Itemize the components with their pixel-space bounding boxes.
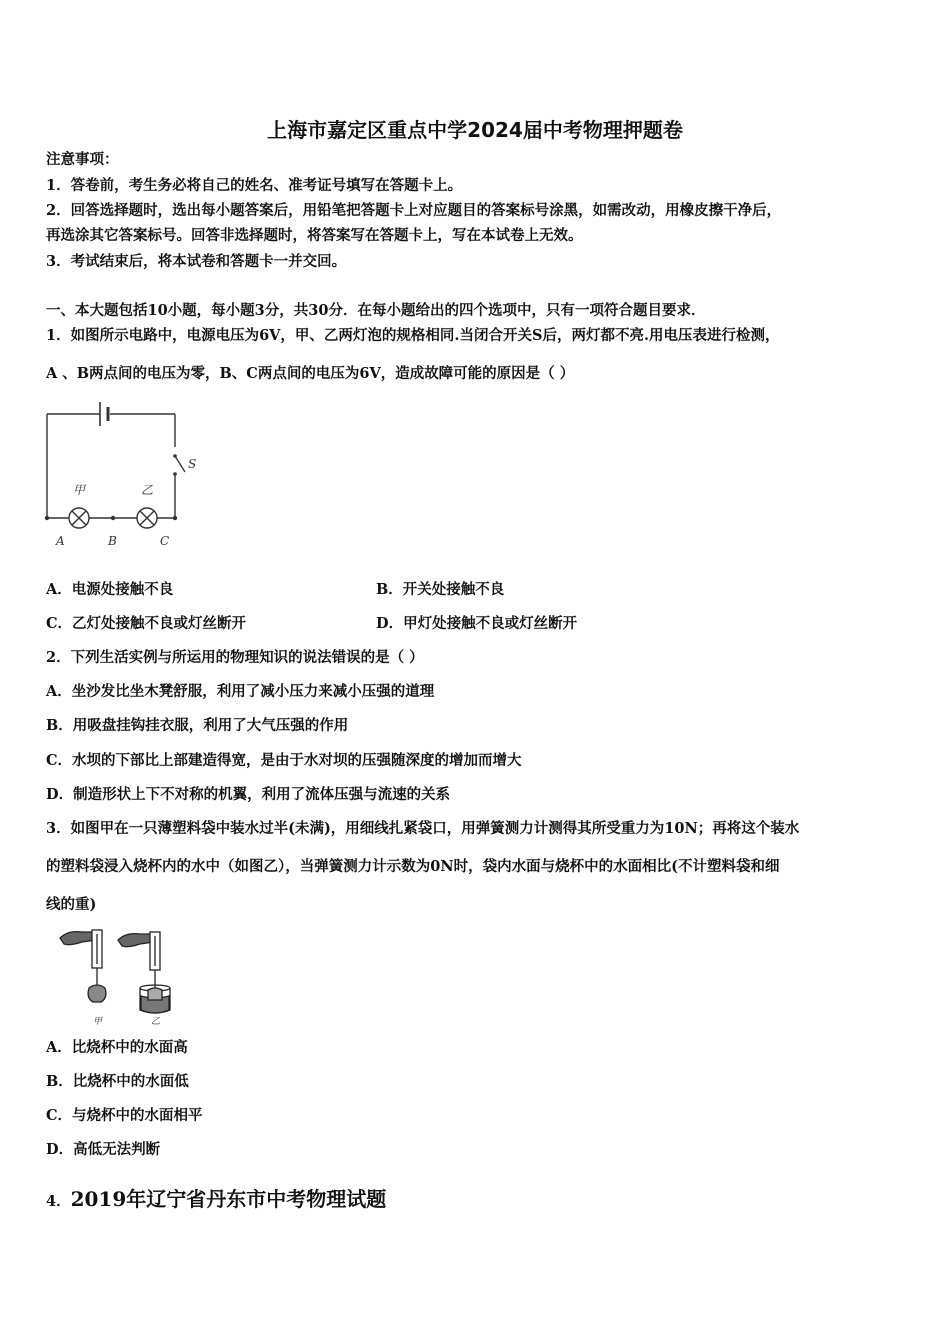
circuit-diagram [40,392,210,552]
water-bag-right [148,988,162,1000]
node-a [45,516,49,520]
q1-option-d: D．甲灯处接触不良或灯丝断开 [376,615,578,632]
q3-option-a: A．比烧杯中的水面高 [46,1039,188,1056]
q2-option-b: B．用吸盘挂钩挂衣服，利用了大气压强的作用 [46,717,349,734]
q1-stem-line1: 1．如图所示电路中，电源电压为6V，甲、乙两灯泡的规格相同.当闭合开关S后，两灯都不亮.用电压表进行检测， [46,327,780,344]
point-a-label: A [56,534,65,548]
water-bag-left [88,985,106,1002]
node-c [173,516,177,520]
q1-option-c: C．乙灯处接触不良或灯丝断开 [46,615,247,632]
q3-stem-line2: 的塑料袋浸入烧杯内的水中（如图乙），当弹簧测力计示数为0N时，袋内水面与烧杯中的水面相比(不计塑料袋和细 [46,858,780,875]
q3-stem-line3: 线的重) [46,896,97,913]
q3-option-b: B．比烧杯中的水面低 [46,1073,189,1090]
node-b [111,516,115,520]
q1-stem-line2: A 、B两点间的电压为零，B、C两点间的电压为6V，造成故障可能的原因是（ ） [46,365,575,382]
notice-item: 再选涂其它答案标号。回答非选择题时，将答案写在答题卡上，写在本试卷上无效。 [46,227,583,244]
q1-option-a: A．电源处接触不良 [46,581,174,598]
lamp-jia-label: 甲 [73,483,86,497]
q2-stem: 2．下列生活实例与所运用的物理知识的说法错误的是（ ） [46,649,424,666]
notice-item: 2．回答选择题时，选出每小题答案后，用铅笔把答题卡上对应题目的答案标号涂黑，如需改动，用橡皮擦干净后， [46,202,782,219]
q4-title: 2019年辽宁省丹东市中考物理试题 [70,1187,387,1211]
q3-stem-line1: 3．如图甲在一只薄塑料袋中装水过半(未满)，用细线扎紧袋口，用弹簧测力计测得其所受重力为10N；再将这个装水 [46,820,800,837]
page-title: 上海市嘉定区重点中学2024届中考物理押题卷 [267,118,683,142]
switch-lever [175,456,185,472]
lamp-yi-label: 乙 [141,483,154,497]
point-c-label: C [160,534,170,548]
point-b-label: B [108,534,117,548]
section-heading: 一、本大题包括10小题，每小题3分，共30分．在每小题给出的四个选项中，只有一项符合题目要求． [46,302,706,319]
notice-item: 3．考试结束后，将本试卷和答题卡一并交回。 [46,253,347,270]
q2-option-c: C．水坝的下部比上部建造得宽，是由于水对坝的压强随深度的增加而增大 [46,752,522,769]
notice-heading: 注意事项： [46,151,119,168]
q3-option-c: C．与烧杯中的水面相平 [46,1107,203,1124]
q4-number: 4． [46,1193,71,1210]
figure-jia-label: 甲 [93,1017,103,1027]
q3-option-d: D．高低无法判断 [46,1141,161,1158]
q2-option-d: D．制造形状上下不对称的机翼，利用了流体压强与流速的关系 [46,786,451,803]
figure-yi-label: 乙 [151,1017,161,1027]
q1-option-b: B．开关处接触不良 [376,581,505,598]
spring-scale-figure [56,924,176,1030]
q4-heading [46,1186,386,1215]
notice-item: 1．答卷前，考生务必将自己的姓名、准考证号填写在答题卡上。 [46,177,463,194]
q2-option-a: A．坐沙发比坐木凳舒服，利用了减小压力来减小压强的道理 [46,683,435,700]
switch-label: S [188,457,197,471]
